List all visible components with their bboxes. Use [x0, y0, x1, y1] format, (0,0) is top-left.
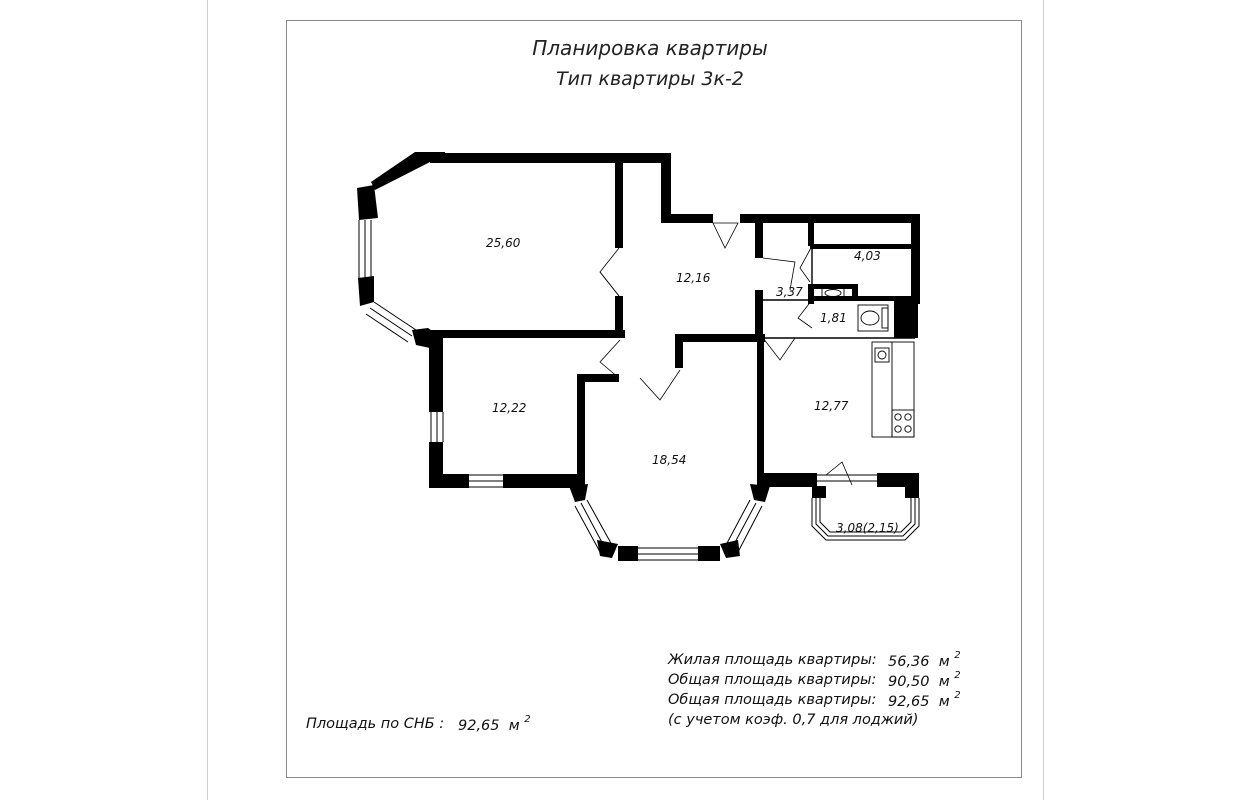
total-area-label: Общая площадь квартиры:: [668, 672, 877, 688]
kitchen-sink: [875, 348, 889, 362]
wall: [615, 160, 623, 248]
wall: [675, 334, 683, 368]
wall: [577, 374, 619, 382]
wall: [429, 330, 443, 412]
wall: [618, 546, 638, 561]
wall: [877, 473, 919, 487]
total-area-value: [888, 672, 961, 690]
wall: [852, 284, 858, 298]
total-area-coef-row: [668, 690, 961, 710]
stove: [895, 426, 901, 432]
wall: [740, 214, 920, 223]
door-swing: [763, 338, 795, 360]
total-area-row: [668, 670, 961, 690]
living-area-label: Жилая площадь квартиры:: [668, 652, 877, 668]
stove: [892, 410, 914, 437]
total-area-coef-label: Общая площадь квартиры:: [668, 692, 877, 708]
window: [726, 500, 750, 545]
unit-power: 2: [954, 670, 961, 681]
wall: [720, 540, 740, 558]
door-swing: [800, 246, 812, 282]
room-area-label: 4,03: [854, 249, 881, 263]
wall: [698, 546, 720, 561]
wall: [357, 185, 378, 220]
wall: [661, 153, 671, 223]
window: [370, 308, 412, 336]
unit: м: [938, 653, 950, 670]
wall: [358, 276, 374, 306]
total-area-coef-number: 92,65: [888, 693, 930, 710]
wall: [615, 296, 623, 336]
wall: [894, 296, 918, 338]
unit: м: [508, 717, 520, 734]
wall: [755, 220, 763, 258]
door-swing: [600, 248, 619, 296]
unit-power: 2: [954, 650, 961, 661]
wall: [577, 376, 585, 486]
wall: [757, 473, 817, 487]
door-swing: [600, 272, 619, 296]
unit-power: 2: [524, 714, 531, 725]
plan-title: Планировка квартиры: [532, 36, 768, 60]
window: [374, 302, 416, 330]
room-area-label: 25,60: [486, 236, 521, 250]
room-area-label: 12,22: [492, 401, 527, 415]
door-swing: [600, 340, 620, 378]
room-area-label: 18,54: [652, 453, 687, 467]
room-area-label: 3,08(2,15): [836, 521, 899, 535]
room-area-label: 12,77: [814, 399, 849, 413]
wall: [911, 214, 920, 304]
door-swing: [713, 223, 738, 248]
wall: [808, 296, 918, 301]
wall: [757, 340, 764, 480]
living-area-number: 56,36: [888, 653, 930, 670]
kitchen-sink: [878, 351, 886, 359]
stove: [905, 414, 911, 420]
door-swing: [826, 462, 852, 485]
room-area-label: 12,16: [676, 271, 711, 285]
total-area-number: 90,50: [888, 673, 930, 690]
unit: м: [938, 693, 950, 710]
snb-area-label: Площадь по СНБ :: [306, 716, 445, 732]
stove: [895, 414, 901, 420]
window: [366, 314, 408, 342]
living-area-value: [888, 652, 961, 670]
toilet-fixture: [858, 305, 888, 331]
wall: [429, 474, 469, 488]
plan-subtitle: Тип квартиры 3к-2: [556, 68, 744, 90]
wall: [665, 214, 713, 223]
wall: [597, 540, 618, 558]
wall: [430, 153, 670, 163]
window: [575, 506, 600, 552]
wall: [569, 484, 588, 502]
wall: [812, 486, 826, 498]
snb-area-row: [306, 714, 531, 734]
room-area-label: 1,81: [820, 311, 847, 325]
wall: [675, 334, 765, 342]
unit: м: [938, 673, 950, 690]
total-area-coef-value: [888, 692, 961, 710]
door-swing: [640, 370, 680, 400]
snb-area-number: 92,65: [458, 717, 500, 734]
stove: [905, 426, 911, 432]
unit-power: 2: [954, 690, 961, 701]
sink-fixture: [825, 290, 841, 297]
toilet-fixture: [861, 311, 879, 325]
door-swing: [798, 300, 812, 328]
living-area-row: [668, 650, 961, 670]
snb-area-value: [458, 716, 531, 734]
wall: [905, 486, 919, 498]
wall: [808, 222, 814, 246]
wall: [371, 152, 445, 190]
coef-note: (с учетом коэф. 0,7 для лоджий): [668, 712, 919, 728]
wall: [755, 290, 763, 338]
toilet-tank: [882, 308, 888, 328]
wall: [429, 330, 625, 338]
room-area-label: 3,37: [776, 285, 803, 299]
